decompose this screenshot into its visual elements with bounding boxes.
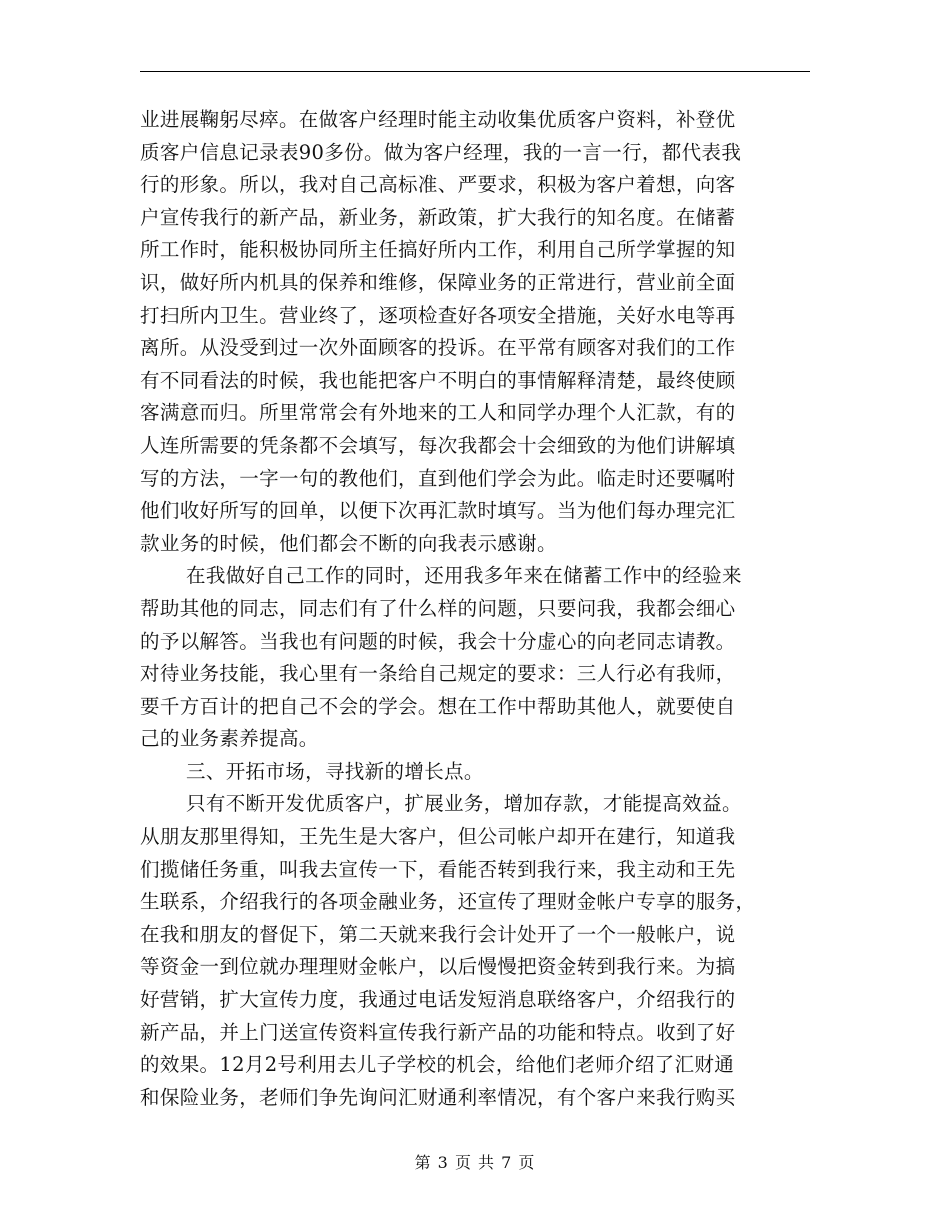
text-line: 生联系，介绍我行的各项金融业务，还宣传了理财金帐户专享的服务， [140,890,756,914]
text-line: 对待业务技能，我心里有一条给自己规定的要求：三人行必有我师， [140,662,736,686]
text-line: 新产品，并上门送宣传资料宣传我行新产品的功能和特点。收到了好 [140,1020,736,1044]
text-line: 客满意而归。所里常常会有外地来的工人和同学办理个人汇款，有的 [140,401,736,425]
text-line: 好营销，扩大宣传力度，我通过电话发短消息联络客户，介绍我行的 [140,988,736,1012]
text-line: 要千方百计的把自己不会的学会。想在工作中帮助其他人，就要使自 [140,694,736,718]
section-heading: 三、开拓市场，寻找新的增长点。 [186,759,484,783]
paragraph-first-line: 在我做好自己工作的同时，还用我多年来在储蓄工作中的经验来 [186,564,742,588]
body-text [140,104,810,1114]
paragraph-first-line: 只有不断开发优质客户，扩展业务，增加存款，才能提高效益。 [186,792,742,816]
text-line: 己的业务素养提高。 [140,727,319,751]
text-line: 写的方法，一字一句的教他们，直到他们学会为此。临走时还要嘱咐 [140,466,736,490]
text-line: 人连所需要的凭条都不会填写，每次我都会十会细致的为他们讲解填 [140,433,736,457]
text-line: 行的形象。所以，我对自己高标准、严要求，积极为客户着想，向客 [140,173,736,197]
page-footer: 第 3 页 共 7 页 [414,1153,536,1172]
text-line: 识，做好所内机具的保养和维修，保障业务的正常进行，营业前全面 [140,270,736,294]
text-line: 有不同看法的时候，我也能把客户不明白的事情解释清楚，最终使顾 [140,368,736,392]
text-line: 的效果。12月2号利用去儿子学校的机会，给他们老师介绍了汇财通 [140,1053,735,1077]
text-line: 帮助其他的同志，同志们有了什么样的问题，只要问我，我都会细心 [140,596,736,620]
text-line: 质客户信息记录表90多份。做为客户经理，我的一言一行，都代表我 [140,140,742,164]
text-line: 业进展鞠躬尽瘁。在做客户经理时能主动收集优质客户资料，补登优 [140,108,736,131]
text-line: 从朋友那里得知，王先生是大客户，但公司帐户却开在建行，知道我 [140,825,736,849]
text-line: 他们收好所写的回单，以便下次再汇款时填写。当为他们每办理完汇 [140,499,736,523]
text-line: 款业务的时候，他们都会不断的向我表示感谢。 [140,531,557,555]
text-line: 离所。从没受到过一次外面顾客的投诉。在平常有顾客对我们的工作 [140,336,736,360]
text-line: 等资金一到位就办理理财金帐户，以后慢慢把资金转到我行来。为搞 [140,955,736,979]
text-line: 所工作时，能积极协同所主任搞好所内工作，利用自己所学掌握的知 [140,238,736,262]
text-line: 户宣传我行的新产品，新业务，新政策，扩大我行的知名度。在储蓄 [140,205,736,229]
text-line: 打扫所内卫生。营业终了，逐项检查好各项安全措施，关好水电等再 [140,303,736,327]
text-line: 们揽储任务重，叫我去宣传一下，看能否转到我行来，我主动和王先 [140,857,736,881]
header-rule [140,71,810,72]
text-line: 和保险业务，老师们争先询问汇财通利率情况，有个客户来我行购买 [140,1085,736,1109]
text-line: 在我和朋友的督促下，第二天就来我行会计处开了一个一般帐户，说 [140,922,736,946]
text-line: 的予以解答。当我也有问题的时候，我会十分虚心的向老同志请教。 [140,629,736,653]
